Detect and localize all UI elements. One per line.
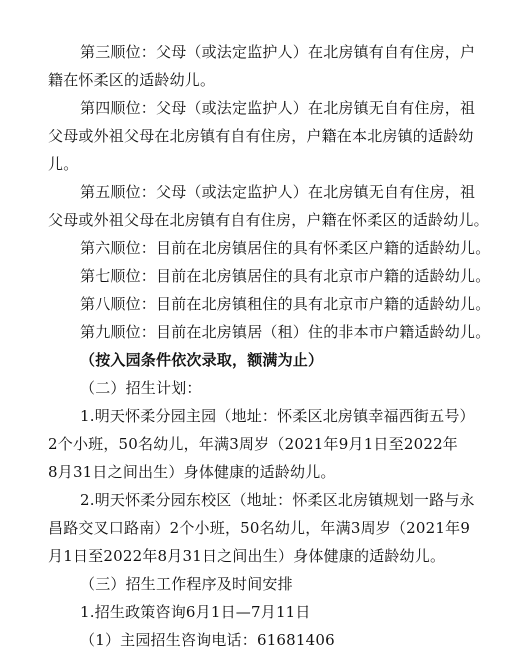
- section-heading: （二）招生计划：: [80, 379, 202, 397]
- text-line: 2.明天怀柔分园东校区（地址：怀柔区北房镇规划一路与永: [80, 491, 475, 509]
- text-line: 籍在怀柔区的适龄幼儿。: [48, 71, 216, 89]
- text-line: 第八顺位：目前在北房镇租住的具有北京市户籍的适龄幼儿。: [80, 295, 491, 313]
- text-line: 第七顺位：目前在北房镇居住的具有北京市户籍的适龄幼儿。: [80, 267, 491, 285]
- text-line: 父母或外祖父母在北房镇有自有住房，户籍在本北房镇的适龄幼: [48, 127, 474, 145]
- text-line: 月1日至2022年8月31日之间出生）身体健康的适龄幼儿。: [48, 547, 446, 565]
- text-line: 1.明天怀柔分园主园（地址：怀柔区北房镇幸福西街五号）: [80, 407, 475, 425]
- text-line: 第四顺位：父母（或法定监护人）在北房镇无自有住房，祖: [80, 99, 476, 117]
- text-line: 第九顺位：目前在北房镇居（租）住的非本市户籍适龄幼儿。: [80, 323, 491, 341]
- text-line: 第五顺位：父母（或法定监护人）在北房镇无自有住房，祖: [80, 183, 476, 201]
- text-line: 第六顺位：目前在北房镇居住的具有怀柔区户籍的适龄幼儿。: [80, 239, 491, 257]
- text-line: 8月31日之间出生）身体健康的适龄幼儿。: [48, 463, 336, 481]
- text-line: 儿。: [48, 155, 79, 173]
- text-line: 父母或外祖父母在北房镇有自有住房，户籍在怀柔区的适龄幼儿。: [48, 211, 489, 229]
- section-heading: （三）招生工作程序及时间安排: [80, 575, 293, 593]
- text-line: （1）主园招生咨询电话：61681406: [80, 631, 335, 649]
- enrollment-rule-note: （按入园条件依次录取，额满为止）: [80, 351, 324, 369]
- text-line: 2个小班，50名幼儿，年满3周岁（2021年9月1日至2022年: [48, 435, 459, 453]
- text-line: 昌路交叉口路南）2个小班，50名幼儿，年满3周岁（2021年9: [48, 519, 471, 537]
- text-line: 第三顺位：父母（或法定监护人）在北房镇有自有住房，户: [80, 43, 476, 61]
- text-line: 1.招生政策咨询6月1日—7月11日: [80, 603, 311, 621]
